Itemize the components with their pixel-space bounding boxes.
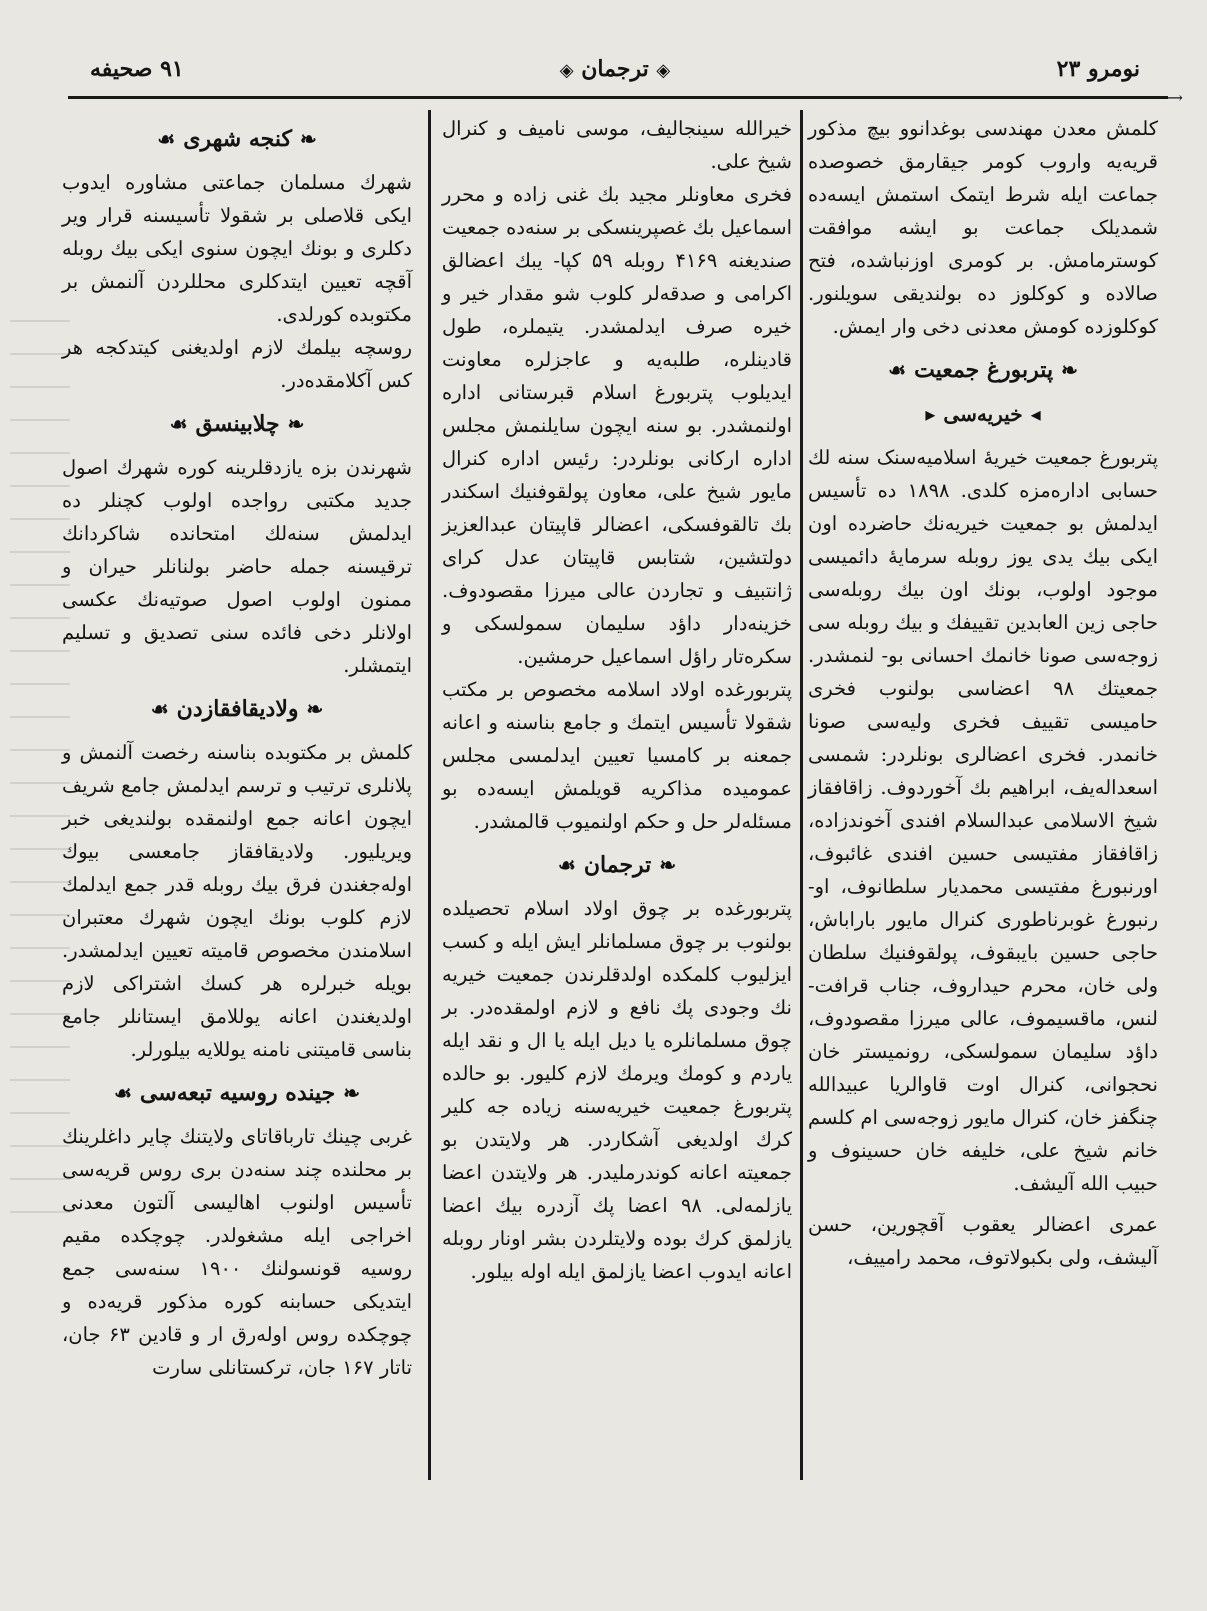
heading-text: چلابینسق <box>195 411 280 437</box>
article-paragraph: شهرندن بزه یازدقلرینه کوره شهرك اصول جدید مکتبی رواجده اولوب کچنلر ده ایدلمش سنه‌لك امتحانده شاکردانك ترقیسنه جمله حاضر بولنانلر حیران و ممنون اولوب اصول صوتیه‌نك عکسی اولانلر دخی فائده سنی تصدیق و تسلیم ایتمشلر. <box>62 456 412 677</box>
ornament-icon: ❧ <box>343 1081 361 1105</box>
ornament-icon: ☙ <box>157 127 176 151</box>
subheading-text: خیریه‌سی <box>943 402 1023 426</box>
article-paragraph: عمری اعضالر یعقوب آقچورین، حسن آلیشف، ولی بکبولاتوف، محمد رامییف، <box>808 1213 1158 1269</box>
ornament-icon: ❧ <box>659 853 677 877</box>
ornament-icon: ❧ <box>287 412 305 436</box>
heading-text: جینده روسیه تبعه‌سی <box>139 1080 336 1106</box>
ornament-icon: ◈ <box>559 60 574 81</box>
ornament-icon: ▸ <box>925 402 936 426</box>
article-heading <box>62 692 412 726</box>
article-paragraph: پتربورغده بر چوق اولاد اسلام تحصیلده بولنوب بر چوق مسلمانلر ایش ایله و کسب ایزلیوب کلمکده اولدقلرندن جمعیت خیریه نك وجودی پك نافع و لازم اولمقده‌در. بر چوق مسلمانلره یا دیل ایله یا ال و نقد ایله یاردم و کومك ویرمك لازم کلیور. بو حالده پتربورغ جمعیت خیریه‌سنه زیاده جه کلیر کرك اولدیغی آشکاردر. هر ولایتدن بو جمعیته اعانه کوندرملیدر. هر ولایتدن اعضا یازلمه‌لی. ۹۸ اعضا پك آزدره بیك اعضا یازلمق کرك بوده ولایتلردن بشر اونار روبله اعانه ایدوب اعضا یازلمق ایله اوله بیلور. <box>442 897 793 1283</box>
heading-text: کنجه شهری <box>183 126 292 152</box>
ornament-icon: ☙ <box>113 1081 132 1105</box>
right-column <box>808 112 1158 1274</box>
issue-number: نومرو ۲۳ <box>1056 56 1140 82</box>
ornament-icon: ☙ <box>557 853 576 877</box>
article-paragraph: غربی چینك تارباقاتای ولایتنك چایر داغلرینك بر محلنده چند سنه‌دن بری روس قریه‌سی تأسیس اولنوب اهالیسی آلتون معدنی اخراجی ایله مشغولدر. چوچکده مقیم روسیه قونسولنك ۱۹۰۰ سنه‌سی جمع ایتدیکی حسابنه کوره مذکور قریه‌ده و چوچکده روس اوله‌رق ار و قادین ۶۳ جان، تاتار ۱۶۷ جان، ترکستانلی سارت <box>62 1125 412 1379</box>
article-heading <box>808 353 1158 387</box>
column-divider <box>800 110 803 1480</box>
ornament-icon: ❧ <box>299 127 317 151</box>
header-rule <box>68 96 1168 99</box>
rule-arrow-icon: ⟶ <box>1160 88 1183 107</box>
ornament-icon: ◈ <box>656 60 671 81</box>
article-heading <box>442 848 792 882</box>
ornament-icon: ☙ <box>169 412 188 436</box>
ornament-icon: ☙ <box>150 697 169 721</box>
heading-text: ترجمان <box>583 852 652 878</box>
article-paragraph: شهرك مسلمان جماعتی مشاوره ایدوب ایکی قلاصلی بر شقولا تأسیسنه قرار ویر دکلری و بونك ایچون سنوی ایکی بیك روبله آقچه تعیین ایتدکلری محللردن آلنمش بر مکتوبده کورلدی. <box>62 171 412 326</box>
left-column <box>62 112 412 1384</box>
article-paragraph: روسچه بیلمك لازم اولدیغنی کیتدکجه هر کس آکلامقده‌در. <box>62 336 412 392</box>
article-heading <box>62 407 412 441</box>
ornament-icon: ❧ <box>306 697 324 721</box>
heading-text: پتربورغ جمعیت <box>914 357 1054 383</box>
page-number: ۹۱ صحیفه <box>90 56 184 82</box>
ornament-icon: ☙ <box>888 358 907 382</box>
article-paragraph: پتربورغده اولاد اسلامه مخصوص بر مکتب شقولا تأسیس ایتمك و جامع بناسنه و اعانه جمعنه بر کامسیا تعیین ایدلمسی مجلس عمومیده مذاکریه قویلمش ایسه‌ده بو مسئله‌لر حل و حکم اولنمیوب قالمشدر. <box>442 678 792 833</box>
middle-column <box>442 112 792 1288</box>
article-paragraph: فخری معاونلر مجید بك غنی زاده و محرر اسماعیل بك غصپرینسکی بر سنه‌ده جمعیت صندیغنه ۴۱۶۹ روبله ۵۹ کپا- یبك اعضالق اکرامی و صدقه‌لر کلوب شو مقدار خیر و خیره صرف ایدلمشدر. یتیملره، طول قادینلره، طلبه‌یه و عاجزلره معاونت ایدیلوب پتربورغ اسلام قبرستانی اداره اولنمشدر. بو سنه ایچون سایلنمش مجلس اداره ارکانی بونلردر: رئیس اداره کنرال مایور شیخ علی، معاون پولقوفنیك اسکندر بك تالقوفسکی، اعضالر قاپیتان عبدالعزیز دولتشین، شتابس قاپیتان عدل کرای ژانتبیف و تجاردن عالی میرزا مقصودوف. خزینه‌دار داؤد سلیمان سمولسکی و سکره‌تار راؤل اسماعیل حرمشین. <box>442 183 792 668</box>
article-paragraph: پتربورغ جمعیت خیریهٔ اسلامیه‌سنک سنه لك حسابی اداره‌مزه کلدی. ۱۸۹۸ ده تأسیس ایدلمش بو جمعیت خیریه‌نك حاضرده اون ایکی بیك یدی یوز روبله سرمایهٔ دائمیسی موجود اولوب، بونك اون بیك روبله‌سی حاجی زین العابدین تقییفك و بیك روبله سی زوجه‌سی صونا خانمك احسانی بو- لنمشدر. جمعیتك ۹۸ اعضاسی بولنوب فخری حامیسی تقییف فخری ولیه‌سی صونا خانمدر. فخری اعضالری بونلردر: شمسی اسعداله‌یف، ابراهیم بك آخوردوف. زاقافقاز شیخ الاسلامی عبدالسلام افندی آخوندزاده، زاقافقاز مفتیسی حسین افندی غائبوف، اورنبورغ مفتیسی محمدیار سلطانوف، او- رنبورغ غوبرناطوری کنرال مایور باراباش، حاجی حسین بایبقوف، پولقوفنیك سلطان ولی خان، محرم حیداروف، جناب قرافت- لنس، ماقسیموف، عالی میرزا مقصودوف، داؤد سلیمان سمولسکی، رونمیستر خان نحجوانی، کنرال اوت قاوالریا عبیدالله چنگفز خان، کنرال مایور زوجه‌سی ام کلسم خانم شیخ علی، خلیفه خان حسینوف و حبیب الله آلیشف. <box>808 446 1159 1195</box>
ornament-icon: ❧ <box>1061 358 1078 382</box>
newspaper-title <box>515 56 715 82</box>
heading-text: ولادیقافقازدن <box>176 696 299 722</box>
page-header <box>60 50 1170 94</box>
article-subheading <box>808 397 1158 431</box>
column-divider <box>428 110 431 1480</box>
article-paragraph: کلمش بر مکتوبده بناسنه رخصت آلنمش و پلانلری ترتیب و ترسم ایدلمش جامع شریف ایچون اعانه جمع اولنمقده بولندیغی خبر ویریلیور. ولادیقافقاز جامعسی بیوك اوله‌جغندن فرق بیك روبله قدر جمع ایدلمك لازم کلوب بونك ایچون شهرك معتبران اسلامندن مخصوص قامیته تعیین ایدلمشدر. بویله خبرلره هر کسك اشتراکی لازم اولدیغندن اعانه یوللامق ایستانلر جامع بناسی قامیتنی نامنه یوللایه بیلورلر. <box>62 741 412 1061</box>
article-heading <box>62 122 412 156</box>
article-paragraph: خیرالله سینجالیف، موسی نامیف و کنرال شیخ علی. <box>442 117 792 173</box>
newspaper-title-text: ترجمان <box>581 56 649 82</box>
article-heading <box>62 1076 412 1110</box>
marginal-bleed-through <box>10 320 70 1220</box>
ornament-icon: ◂ <box>1030 402 1041 426</box>
article-paragraph: کلمش معدن مهندسی بوغدانوو بیچ مذکور قریه‌یه واروب کومر جیقارمق خصوصده جماعت ایله شرط ایتمک استمش ایسه‌ده شمدیلک جماعت بو ایشه موافقت کوسترمامش. بر کومری اوزنباشده، فتح صالاده و کوکلوز ده بولندیقی سویلنور. کوکلوزده کومش معدنی دخی وار ایمش. <box>808 117 1158 338</box>
